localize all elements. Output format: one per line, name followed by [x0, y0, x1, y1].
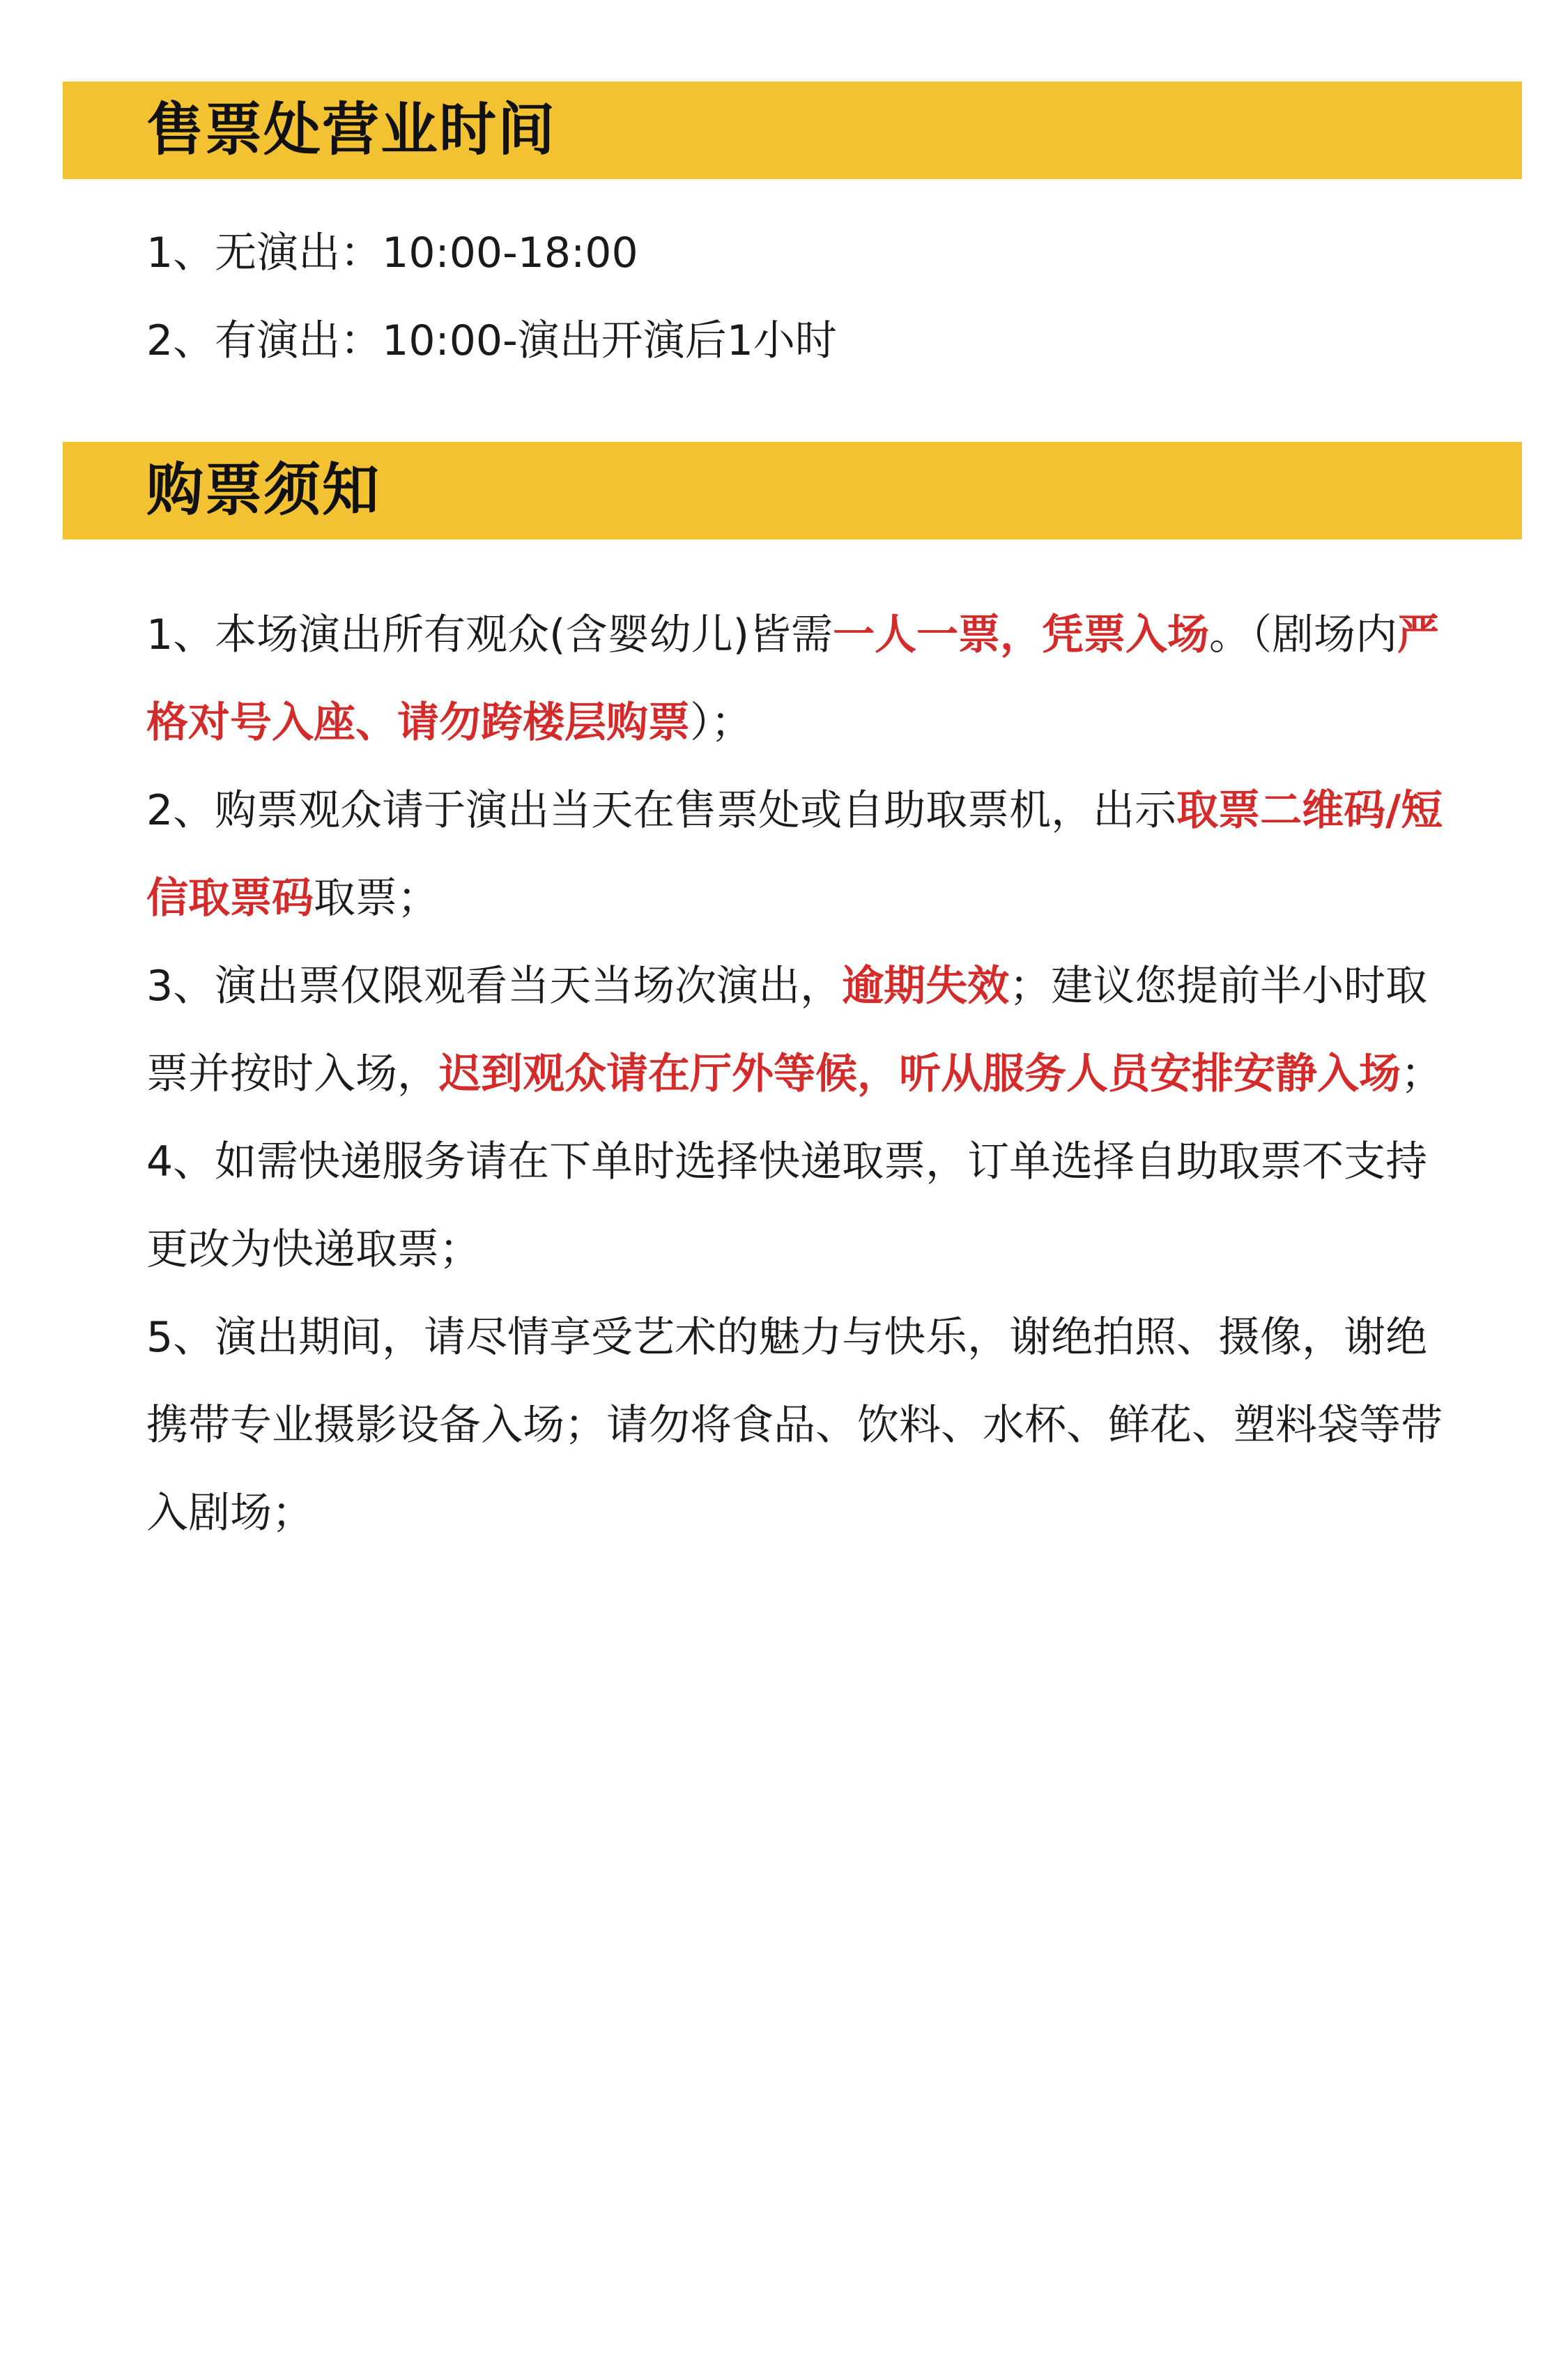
hours-item-show: 2、有演出：10:00-演出开演后1小时 [146, 316, 837, 365]
notice-highlight: 迟到观众请在厅外等候，听从服务人员安排安静入场 [439, 1050, 1401, 1098]
hours-list [146, 209, 1470, 385]
notice-item-3 [146, 942, 1456, 1118]
section-banner-notice [63, 442, 1522, 539]
section-banner-hours [63, 82, 1522, 179]
notice-highlight: 取票二维码/短信取票码 [146, 786, 1443, 923]
section-title-hours: 售票处营业时间 [146, 97, 557, 163]
notice-item-2 [146, 767, 1456, 942]
notice-item-1 [146, 591, 1456, 767]
notice-highlight: 一人一票，凭票入场 [833, 611, 1209, 659]
notice-text: ；建议您提前半小时取票并按时入场， [146, 962, 1428, 1098]
notice-text: 2、购票观众请于演出当天在售票处或自助取票机，出示 [146, 786, 1177, 835]
notice-text: 取票； [314, 874, 439, 923]
notice-text: 1、本场演出所有观众(含婴幼儿)皆需 [146, 611, 833, 659]
notice-item-4 [146, 1118, 1456, 1294]
notice-text: ）； [690, 698, 753, 747]
notice-text: 4、如需快递服务请在下单时选择快递取票，订单选择自助取票不支持更改为快递取票； [146, 1137, 1428, 1274]
notice-highlight: 严格对号入座、请勿跨楼层购票 [146, 611, 1439, 747]
section-title-notice: 购票须知 [146, 457, 381, 523]
notice-list [146, 591, 1456, 1557]
notice-highlight: 逾期失效 [842, 962, 1010, 1011]
notice-text: 5、演出期间，请尽情享受艺术的魅力与快乐，谢绝拍照、摄像，谢绝携带专业摄影设备入场；请勿将食品、饮料、水杯、鲜花、塑料袋等带入剧场； [146, 1313, 1443, 1537]
notice-text: ； [1401, 1050, 1443, 1098]
notice-text: 。（剧场内 [1209, 611, 1397, 659]
notice-item-5 [146, 1294, 1456, 1557]
notice-text: 3、演出票仅限观看当天当场次演出， [146, 962, 843, 1011]
hours-item-no-show: 1、无演出：10:00-18:00 [146, 229, 638, 277]
